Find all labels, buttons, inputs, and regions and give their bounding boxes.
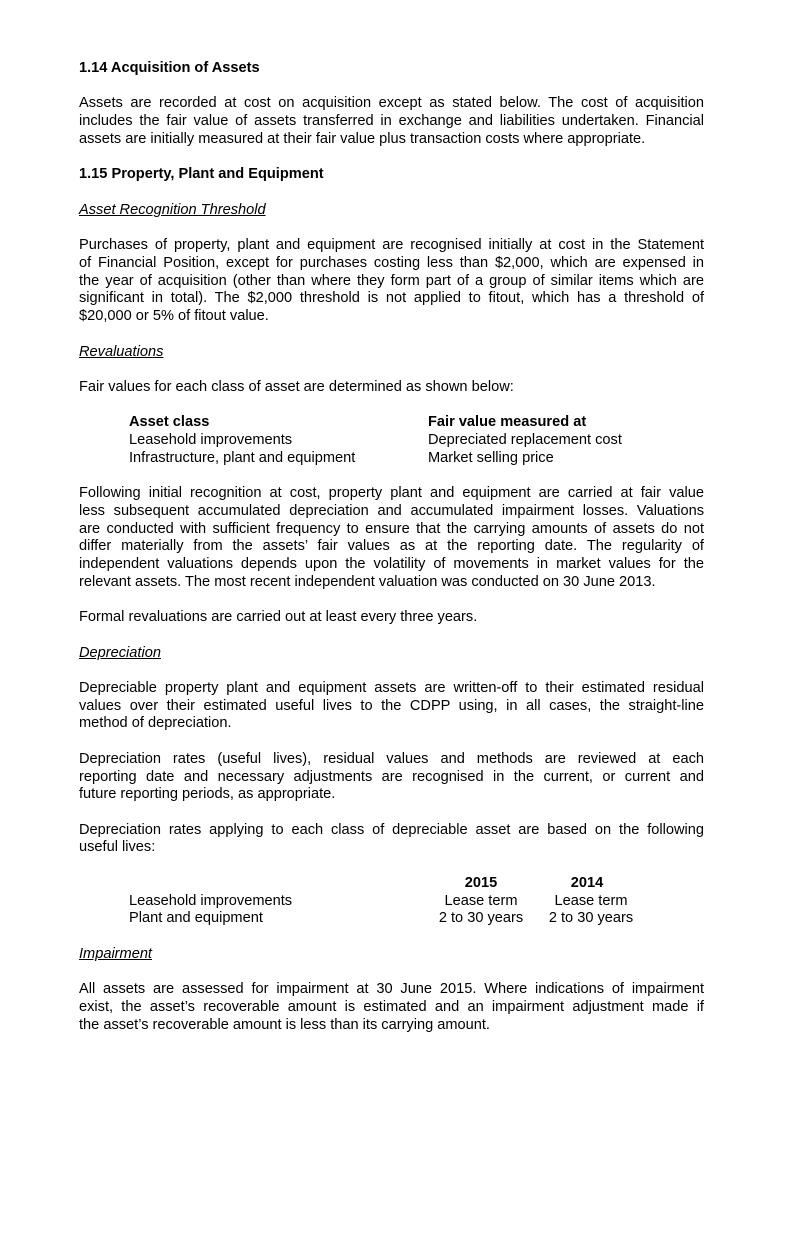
paragraph-line: relevant assets. The most recent independent valuation was conducted on 30 June 2013. (79, 574, 656, 590)
paragraph-line: Assets are recorded at cost on acquisition except as stated below. The cost of acquisition (79, 95, 704, 111)
table-header-fair-value: Fair value measured at (428, 414, 587, 430)
table-cell-measure: Depreciated replacement cost (428, 432, 622, 448)
subheading-asset-recognition-threshold: Asset Recognition Threshold (79, 202, 266, 218)
paragraph-line: values over their estimated useful lives to the CDPP using, in all cases, the straight-line (79, 698, 704, 714)
table-cell-asset: Leasehold improvements (129, 432, 293, 448)
paragraph-line: differ materially from the assets’ fair values as at the reporting date. The regularity of (79, 538, 704, 554)
paragraph-line: exist, the asset’s recoverable amount is estimated and an impairment adjustment made if (79, 999, 704, 1015)
paragraph-line: assets are initially measured at their fair value plus transaction costs where appropriate. (79, 131, 646, 147)
paragraph-line: the asset’s recoverable amount is less than its carrying amount. (79, 1017, 490, 1033)
paragraph-fair-values-intro: Fair values for each class of asset are determined as shown below: (79, 379, 514, 395)
paragraph-line: method of depreciation. (79, 715, 232, 731)
paragraph-line: reporting date and necessary adjustments are recognised in the current, or current and (79, 769, 704, 785)
subheading-revaluations: Revaluations (79, 344, 164, 360)
paragraph-line: the year of acquisition (other than where they form part of a group of similar items which are (79, 273, 704, 289)
paragraph-line: Depreciation rates (useful lives), residual values and methods are reviewed at each (79, 751, 704, 767)
paragraph-line: Depreciation rates applying to each class of depreciable asset are based on the following (79, 822, 704, 838)
paragraph-line: useful lives: (79, 839, 156, 855)
table-header-2015: 2015 (464, 875, 498, 891)
table-cell-2015: 2 to 30 years (438, 910, 524, 926)
section-heading-1-15: 1.15 Property, Plant and Equipment (79, 166, 324, 182)
table-cell-asset: Plant and equipment (129, 910, 263, 926)
table-cell-2014: 2 to 30 years (548, 910, 634, 926)
paragraph-line: includes the fair value of assets transferred in exchange and liabilities undertaken. Financial (79, 113, 704, 129)
paragraph-line: of Financial Position, except for purchases costing less than $2,000, which are expensed in (79, 255, 704, 271)
table-cell-asset: Infrastructure, plant and equipment (129, 450, 356, 466)
table-header-asset-class: Asset class (129, 414, 210, 430)
subheading-depreciation: Depreciation (79, 645, 161, 661)
paragraph-line: significant in total). The $2,000 threshold is not applied to fitout, which has a threshold of (79, 290, 704, 306)
table-cell-measure: Market selling price (428, 450, 554, 466)
paragraph-line: future reporting periods, as appropriate. (79, 786, 336, 802)
paragraph-line: Following initial recognition at cost, property plant and equipment are carried at fair value (79, 485, 704, 501)
paragraph-line: independent valuations depends upon the volatility of movements in market values for the (79, 556, 704, 572)
paragraph-line: less subsequent accumulated depreciation and accumulated impairment losses. Valuations (79, 503, 704, 519)
table-cell-2015: Lease term (444, 893, 518, 909)
paragraph-line: are conducted with sufficient frequency to ensure that the carrying amounts of assets do not (79, 521, 704, 537)
table-cell-asset: Leasehold improvements (129, 893, 293, 909)
paragraph-line: Purchases of property, plant and equipment are recognised initially at cost in the Statement (79, 237, 704, 253)
table-cell-2014: Lease term (554, 893, 628, 909)
section-heading-1-14: 1.14 Acquisition of Assets (79, 60, 260, 76)
paragraph-line: All assets are assessed for impairment at 30 June 2015. Where indications of impairment (79, 981, 704, 997)
table-header-2014: 2014 (570, 875, 604, 891)
paragraph-line: $20,000 or 5% of fitout value. (79, 308, 269, 324)
paragraph-line: Depreciable property plant and equipment assets are written-off to their estimated residual (79, 680, 704, 696)
paragraph-formal-revaluations: Formal revaluations are carried out at least every three years. (79, 609, 478, 625)
subheading-impairment: Impairment (79, 946, 152, 962)
